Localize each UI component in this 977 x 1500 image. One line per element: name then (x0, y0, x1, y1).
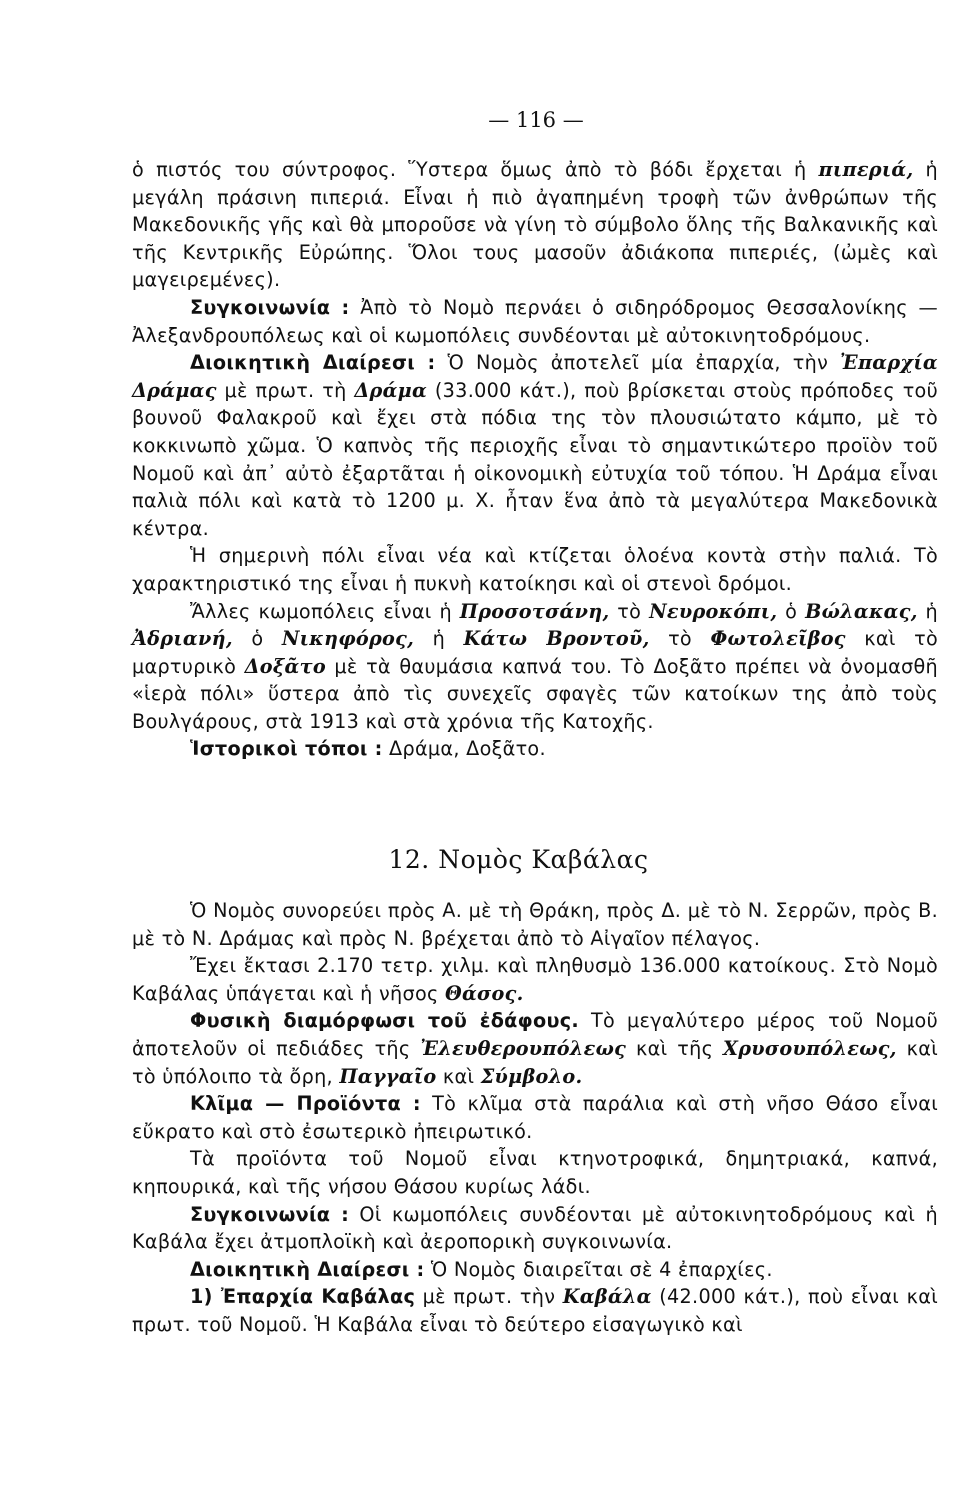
paragraph-modern-city: Ἡ σημερινὴ πόλι εἶναι νέα καὶ κτίζεται ὁλοένα κοντὰ στὴν παλιά. Τὸ χαρακτηριστικό της εἶναι ἡ πυκνὴ κατοίκησι καὶ οἱ στενοὶ δρόμοι. (132, 544, 938, 595)
emphasis-term: πιπεριά, (818, 158, 914, 181)
emphasis-term: Καβάλα (562, 1285, 652, 1309)
emphasis-term: Παγγαῖο (339, 1064, 437, 1088)
page-number: — 116 — (488, 108, 584, 132)
paragraph-label: Κλῖμα — Προϊόντα : (190, 1092, 421, 1116)
paragraph-pepper: ὁ πιστός του σύντροφος. Ὕστερα ὅμως ἀπὸ τὸ βόδι ἔρχεται ἡ πιπεριά, ἡ μεγάλη πράσινη πιπεριά. Εἶναι ἡ πιὸ ἀγαπημένη τροφὴ τῶν ἀνθρώπων τῆς Μακεδονικῆς γῆς καὶ θὰ μποροῦσε νὰ γίνη τὸ σύμβολο ὅλης τῆς Βαλκανικῆς καὶ τῆς Κεντρικῆς Εὐρώπης. Ὅλοι τους μασοῦν ἀδιάκοπα πιπεριές, (ὠμὲς καὶ μαγειρεμένες). (132, 158, 938, 292)
emphasis-term: Νικηφόρος, (281, 627, 415, 651)
section-drama-continued (132, 156, 938, 763)
section-heading: 12. Νομὸς Καβάλας (388, 845, 649, 874)
paragraph-towns: Ἄλλες κωμοπόλεις εἶναι ἡ Προσοτσάνη, τὸ Νευροκόπι, ὁ Βώλακας, ἡ Ἀδριανή, ὁ Νικηφόρος, ἡ Κάτω Βροντοῦ, τὸ Φωτολεῖβος καὶ τὸ μαρτυρικὸ Δοξᾶτο μὲ τὰ θαυμάσια καπνά του. Τὸ Δοξᾶτο πρέπει νὰ ὀνομασθῆ «ἱερὰ πόλι» ὕστερα ἀπὸ τὶς συνεχεῖς σφαγὲς τῶν κατοίκων της ἀπὸ τοὺς Βουλγάρους, στὰ 1913 καὶ στὰ χρόνια τῆς Κατοχῆς. (132, 599, 938, 733)
paragraph-area-population: Ἔχει ἔκτασι 2.170 τετρ. χιλμ. καὶ πληθυσμὸ 136.000 κατοίκους. Στὸ Νομὸ Καβάλας ὑπάγεται καὶ ἡ νῆσος Θάσος. (132, 954, 938, 1005)
paragraph-transport: Συγκοινωνία : Ἀπὸ τὸ Νομὸ περνάει ὁ σιδηρόδρομος Θεσσαλονίκης — Ἀλεξανδρουπόλεως καὶ οἱ κωμοπόλεις συνδέονται μὲ αὐτοκινητοδρόμους. (132, 295, 938, 347)
paragraph-province-kavala: 1) Ἐπαρχία Καβάλας μὲ πρωτ. τὴν Καβάλα (42.000 κάτ.), ποὺ εἶναι καὶ πρωτ. τοῦ Νομοῦ. Ἡ Καβάλα εἶναι τὸ δεύτερο εἰσαγωγικὸ καὶ (132, 1285, 938, 1336)
paragraph-administration-kavala: Διοικητικὴ Διαίρεσι : Ὁ Νομὸς διαιρεῖται σὲ 4 ἐπαρχίες. (190, 1257, 773, 1281)
paragraph-label: Ἱστορικοὶ τόποι : (190, 737, 383, 761)
paragraph-label: Διοικητικὴ Διαίρεσι : (190, 1257, 425, 1281)
emphasis-term: Κάτω Βροντοῦ, (463, 627, 650, 651)
paragraph-climate: Κλῖμα — Προϊόντα : Τὸ κλῖμα στὰ παράλια καὶ στὴ νῆσο Θάσο εἶναι εὔκρατο καὶ στὸ ἐσωτερικὸ ἠπειρωτικό. (132, 1092, 938, 1143)
paragraph-historic-places: Ἱστορικοὶ τόποι : Δράμα, Δοξᾶτο. (190, 737, 546, 761)
emphasis-term: Βώλακας, (805, 599, 918, 623)
emphasis-term: Θάσος. (444, 981, 524, 1005)
paragraph-terrain: Φυσικὴ διαμόρφωσι τοῦ ἐδάφους. Τὸ μεγαλύτερο μέρος τοῦ Νομοῦ ἀποτελοῦν οἱ πεδιάδες τῆς Ἐλευθερουπόλεως καὶ τῆς Χρυσουπόλεως, καὶ τὸ ὑπόλοιπο τὰ ὄρη, Παγγαῖο καὶ Σύμβολο. (132, 1009, 939, 1088)
paragraph-borders: Ὁ Νομὸς συνορεύει πρὸς Α. μὲ τὴ Θράκη, πρὸς Δ. μὲ τὸ Ν. Σερρῶν, πρὸς Β. μὲ τὸ Ν. Δράμας καὶ πρὸς Ν. βρέχεται ἀπὸ τὸ Αἰγαῖον πέλαγος. (132, 899, 938, 950)
paragraph-label: Συγκοινωνία : (190, 1202, 350, 1226)
emphasis-term: Προσοτσάνη, (459, 599, 610, 623)
emphasis-term: Νευροκόπι, (649, 599, 778, 623)
emphasis-term: Ἐπαρχία Δράμας (132, 351, 938, 402)
emphasis-term: Δοξᾶτο (244, 654, 326, 678)
paragraph-administration: Διοικητικὴ Διαίρεσι : Ὁ Νομὸς ἀποτελεῖ μία ἐπαρχία, τὴν Ἐπαρχία Δράμας μὲ πρωτ. τὴ Δράμα (33.000 κάτ.), ποὺ βρίσκεται στοὺς πρόποδες τοῦ βουνοῦ Φαλακροῦ καὶ ἔχει στὰ πόδια της τὸν πλουσιώτατο κάμπο, μὲ τὸ κοκκινωπὸ χῶμα. Ὁ καπνὸς τῆς περιοχῆς εἶναι τὸ σημαντικώτερο προϊὸν τοῦ Νομοῦ καὶ ἀπ᾿ αὐτὸ ἐξαρτᾶται ἡ οἰκονομικὴ εὐτυχία τοῦ τόπου. Ἡ Δράμα εἶναι παλιὰ πόλι καὶ κατὰ τὸ 1200 μ. Χ. ἦταν ἕνα ἀπὸ τὰ μεγαλύτερα Μακεδονικὰ κέντρα. (132, 351, 938, 540)
emphasis-term: Ἀδριανή, (132, 627, 233, 651)
emphasis-term: Χρυσουπόλεως, (723, 1036, 897, 1060)
section-kavala (132, 897, 938, 1339)
paragraph-transport-kavala: Συγκοινωνία : Οἱ κωμοπόλεις συνδέονται μὲ αὐτοκινητοδρόμους καὶ ἡ Καβάλα ἔχει ἀτμοπλοϊκὴ καὶ ἀεροπορικὴ συγκοινωνία. (132, 1202, 938, 1254)
paragraph-label: 1) Ἐπαρχία Καβάλας (190, 1285, 416, 1309)
paragraph-products: Τὰ προϊόντα τοῦ Νομοῦ εἶναι κτηνοτροφικά, δημητριακά, καπνά, κηπουρικά, καὶ τῆς νήσου Θάσου κυρίως λάδι. (132, 1147, 938, 1198)
paragraph-label: Συγκοινωνία : (190, 295, 350, 319)
emphasis-term: Σύμβολο. (480, 1064, 583, 1088)
emphasis-term: Δράμα (354, 378, 428, 402)
emphasis-term: Φωτολεῖβος (710, 627, 846, 651)
emphasis-term: Ἐλευθερουπόλεως (420, 1036, 627, 1060)
paragraph-label: Διοικητικὴ Διαίρεσι : (190, 351, 436, 375)
paragraph-label: Φυσικὴ διαμόρφωσι τοῦ ἐδάφους. (190, 1009, 579, 1033)
